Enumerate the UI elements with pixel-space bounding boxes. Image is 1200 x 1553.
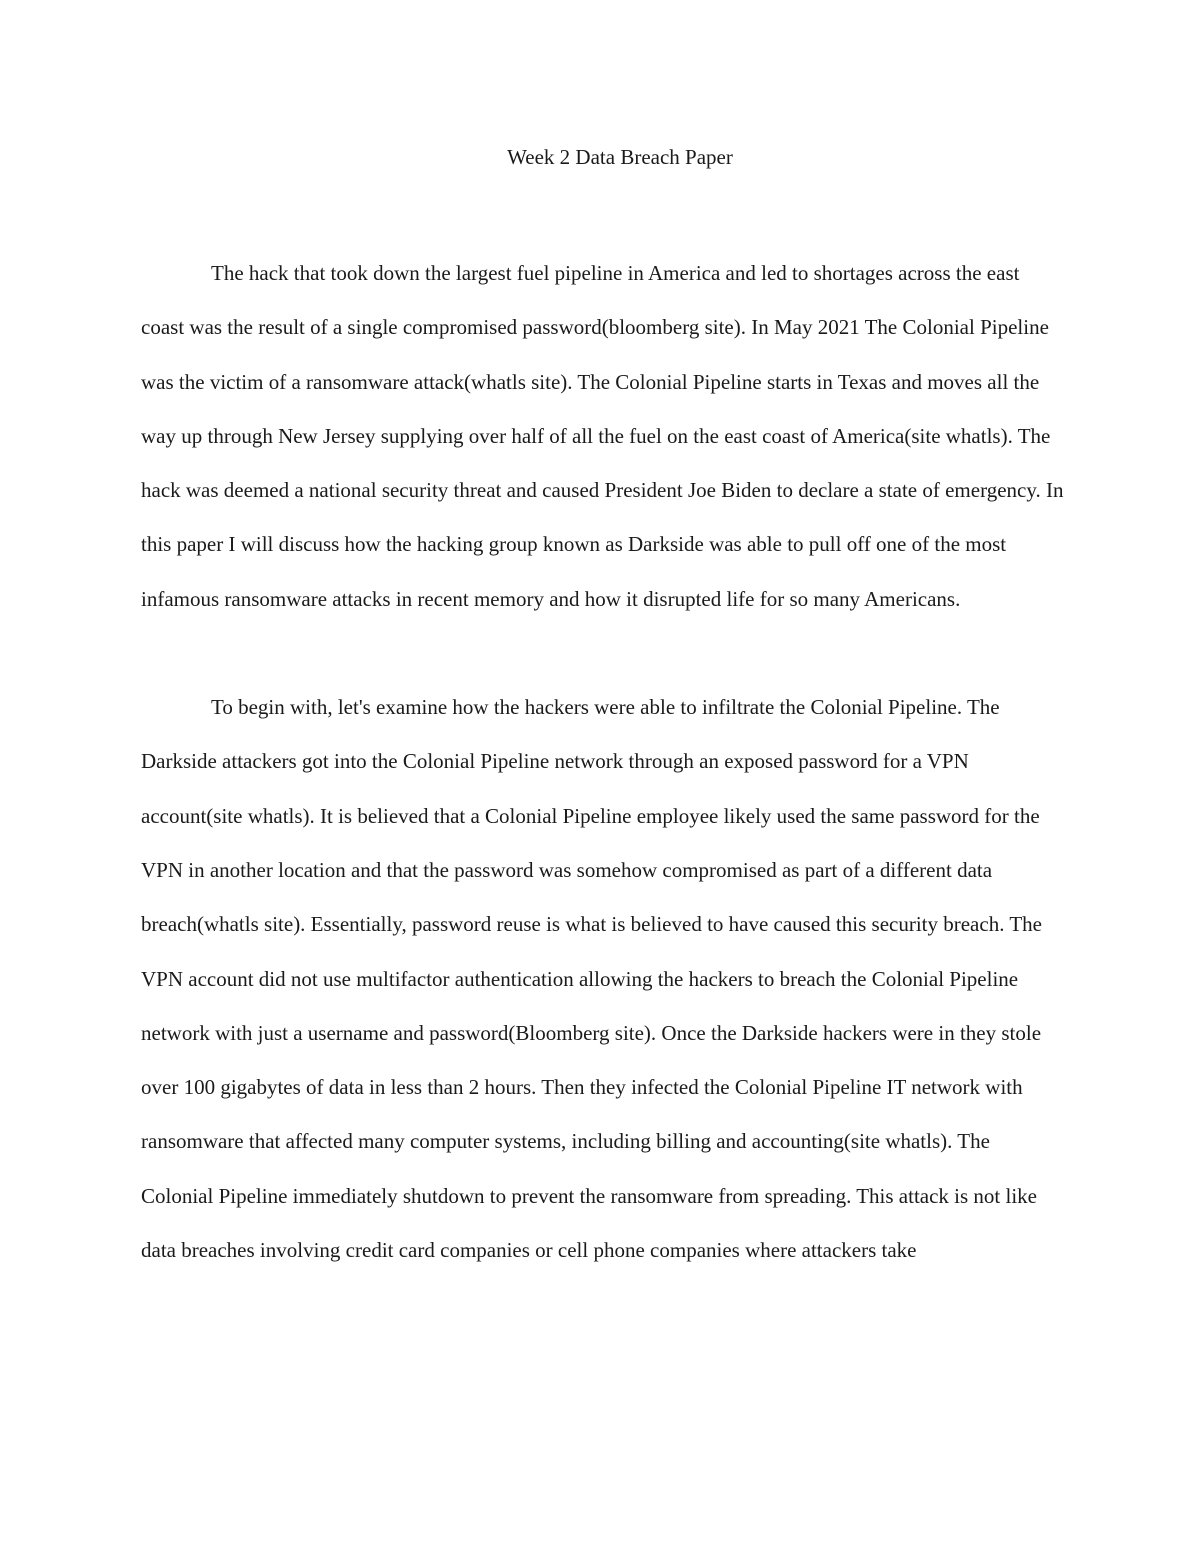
page-title: Week 2 Data Breach Paper (507, 145, 733, 169)
paragraph-introduction: The hack that took down the largest fuel pipeline in America and led to shortages across the east coast was the result of a single compromised password(bloomberg site). In May 2021 The Colonial Pipeline was the victim of a ransomware attack(whatls site). The Colonial Pipeline starts in Texas and moves all the way up through New Jersey supplying over half of all the fuel on the east coast of America(site whatls). The hack was deemed a national security threat and caused President Joe Biden to declare a state of emergency. In this paper I will discuss how the hacking group known as Darkside was able to pull off one of the most infamous ransomware attacks in recent memory and how it disrupted life for so many Americans. (141, 261, 1064, 611)
paragraph-infiltration: To begin with, let's examine how the hackers were able to infiltrate the Colonial Pipeline. The Darkside attackers got into the Colonial Pipeline network through an exposed password for a VPN account(site whatls). It is believed that a Colonial Pipeline employee likely used the same password for the VPN in another location and that the password was somehow compromised as part of a different data breach(whatls site). Essentially, password reuse is what is believed to have caused this security breach. The VPN account did not use multifactor authentication allowing the hackers to breach the Colonial Pipeline network with just a username and password(Bloomberg site). Once the Darkside hackers were in they stole over 100 gigabytes of data in less than 2 hours. Then they infected the Colonial Pipeline IT network with ransomware that affected many computer systems, including billing and accounting(site whatls). The Colonial Pipeline immediately shutdown to prevent the ransomware from spreading. This attack is not like data breaches involving credit card companies or cell phone companies where attackers take (141, 695, 1042, 1263)
document-body (141, 246, 1066, 1277)
